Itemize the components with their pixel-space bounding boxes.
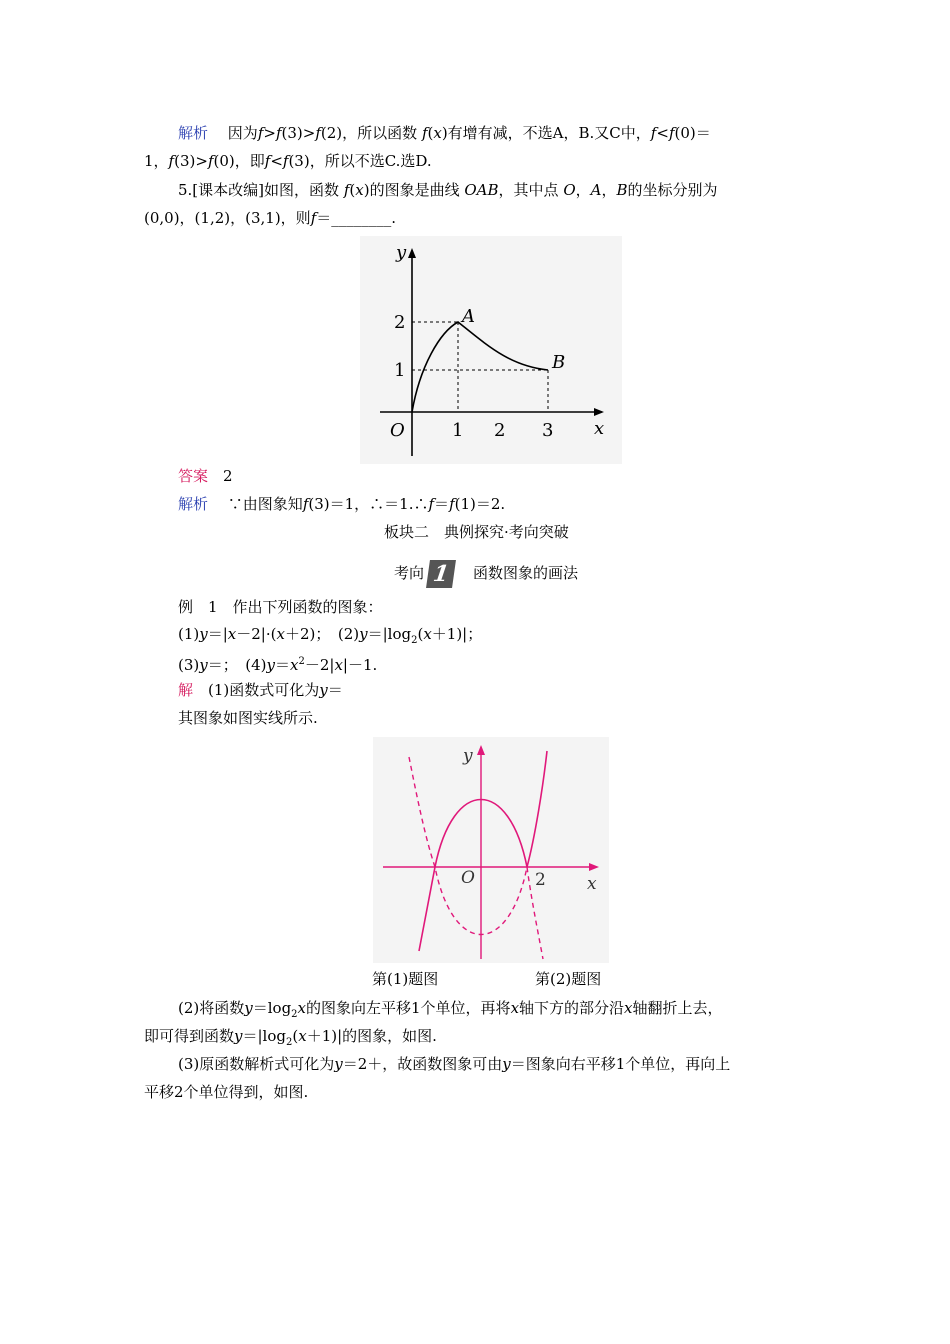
caption-figure-1: 第(1)题图 xyxy=(372,970,439,988)
figure-absolute-parabola xyxy=(373,737,609,963)
para-4-line-2: 平移2个单位得到，如图. xyxy=(144,1083,309,1101)
fig1-tick-x-2: 2 xyxy=(494,420,506,441)
caption-figure-2: 第(2)题图 xyxy=(535,970,602,988)
fig1-y-label: y xyxy=(396,242,407,263)
analysis-label: 解析 xyxy=(178,124,209,142)
section-heading: 板块二 典例探究·考向突破 xyxy=(384,523,569,541)
example-1-line-1: (1)y＝|x－2|·(x＋2)； $(2)y=|\log_2(x+1)|$； xyxy=(178,625,483,646)
example-1-line-2: (3)y＝； $(4)y=x^2-2|x|-1$. xyxy=(178,656,378,674)
solution-line-2: 其图象如图实线所示. xyxy=(178,709,318,727)
fig1-origin: O xyxy=(390,420,405,441)
analysis-label-2: 解析 xyxy=(178,495,209,513)
fig2-origin: O xyxy=(461,868,475,888)
analysis-para-1-line-1: 解析 因为f>f(3)>f(2)，所以函数 f(x)有增有减，不选A，B.又C中，f<f(0)＝ xyxy=(178,124,711,142)
answer-label: 答案 xyxy=(178,467,209,485)
fig1-tick-y-2: 2 xyxy=(394,312,406,333)
fig1-tick-x-3: 3 xyxy=(542,420,554,441)
answer-line xyxy=(178,465,233,487)
figure-curve-oab xyxy=(360,236,622,464)
fig1-tick-y-1: 1 xyxy=(394,360,406,381)
para-4-line-1: (3)原函数解析式可化为y＝2＋，故函数图象可由y＝图象向右平移1个单位，再向上 xyxy=(178,1055,731,1073)
analysis-para-2: 解析 ∵由图象知f(3)＝1，∴＝1.∴f＝f(1)＝2. xyxy=(178,495,506,513)
fig1-tick-x-1: 1 xyxy=(452,420,464,441)
question-5-line-2: (0,0)，(1,2)，(3,1)，则f＝________. xyxy=(144,209,397,227)
para-3-line-1: (2)将函数$y=\log_2x$的图象向左平移1个单位，再将x轴下方的部分沿x轴翻折上去， xyxy=(178,999,723,1020)
para-3-line-2: 即可得到函数$y=|\log_2(x+1)|$的图象，如图. xyxy=(144,1027,437,1048)
analysis-para-1-line-2: 1，f(3)>f(0)，即f<f(3)，所以不选C.选D. xyxy=(144,152,432,170)
fig1-point-a: A xyxy=(462,306,475,327)
kaoxiang-number-badge: 1 xyxy=(426,560,456,588)
solution-line-1: 解 (1)函数式可化为y＝ xyxy=(178,681,343,699)
fig2-y-label: y xyxy=(463,746,473,766)
fig2-tick-2: 2 xyxy=(535,870,546,890)
solution-label: 解 xyxy=(178,681,194,699)
answer-value: 2 xyxy=(223,467,233,485)
fig1-x-label: x xyxy=(594,418,605,439)
question-5-line-1: 5.[课本改编]如图，函数 f(x)的图象是曲线 OAB，其中点 O，A，B的坐标分别为 xyxy=(178,181,718,199)
example-1-title: 例 1 作出下列函数的图象： xyxy=(178,598,383,616)
fig1-point-b: B xyxy=(552,352,566,373)
fig2-x-label: x xyxy=(587,874,597,894)
kaoxiang-heading: 考向 1 函数图象的画法 xyxy=(394,561,579,587)
